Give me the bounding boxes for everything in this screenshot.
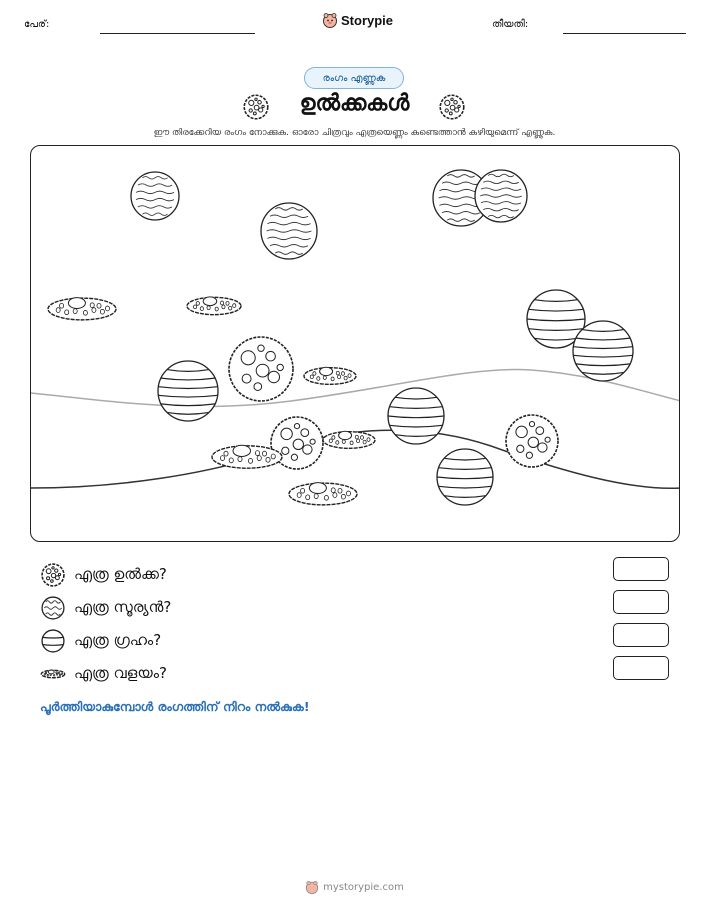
sun-icon xyxy=(261,203,317,259)
question-text: എത്ര സൂര്യൻ? xyxy=(74,598,172,616)
meteor-icon xyxy=(40,562,66,588)
footer-url: mystorypie.com xyxy=(323,881,404,893)
storypie-logo-icon xyxy=(305,880,319,894)
answer-box[interactable] xyxy=(613,590,669,614)
coloring-note: പൂർത്തിയാകുമ്പോൾ രംഗത്തിന് നിറം നൽകുക! xyxy=(40,699,310,714)
ring-icon xyxy=(212,445,282,468)
planet-icon xyxy=(437,449,493,505)
scene-illustration xyxy=(31,146,680,542)
question-row xyxy=(40,595,670,621)
sun-icon xyxy=(40,595,66,621)
question-text: എത്ര വളയം? xyxy=(74,664,167,682)
planet-icon xyxy=(158,361,218,421)
ring-icon xyxy=(48,298,116,320)
name-line[interactable] xyxy=(100,33,255,34)
ring-icon xyxy=(304,367,356,384)
ring-icon xyxy=(40,661,66,687)
meteor-icon xyxy=(506,415,558,467)
page-title: ഉൽക്കകൾ xyxy=(299,91,410,116)
meteor-icon xyxy=(438,93,466,121)
ring-icon xyxy=(187,297,241,315)
ring-icon xyxy=(289,483,357,505)
counting-scene xyxy=(30,145,680,542)
sun-icon xyxy=(131,172,179,220)
storypie-logo-icon xyxy=(322,12,338,28)
planet-icon xyxy=(40,628,66,654)
footer xyxy=(0,880,709,894)
answer-box[interactable] xyxy=(613,623,669,647)
date-line[interactable] xyxy=(563,33,686,34)
name-label: പേര്: xyxy=(24,19,50,30)
question-row xyxy=(40,628,670,654)
question-text: എത്ര ഉൽക്ക? xyxy=(74,565,167,583)
sun-icon xyxy=(475,170,527,222)
planet-icon xyxy=(388,388,444,444)
activity-badge: രംഗം എണ്ണുക xyxy=(304,67,404,89)
planet-icon xyxy=(573,321,633,381)
question-row xyxy=(40,562,670,588)
answer-box[interactable] xyxy=(613,656,669,680)
ring-icon xyxy=(323,431,375,448)
date-label: തീയതി: xyxy=(492,19,529,30)
instructions: ഈ തിരക്കേറിയ രംഗം നോക്കുക. ഓരോ ചിത്രവും എത്രയെണ്ണം കണ്ടെത്താൻ കഴിയുമെന്ന് എണ്ണുക. xyxy=(153,128,556,138)
answer-box[interactable] xyxy=(613,557,669,581)
question-row xyxy=(40,661,670,687)
question-text: എത്ര ഗ്രഹം? xyxy=(74,631,162,649)
meteor-icon xyxy=(229,337,293,401)
brand xyxy=(322,12,393,28)
brand-name: Storypie xyxy=(341,12,394,28)
